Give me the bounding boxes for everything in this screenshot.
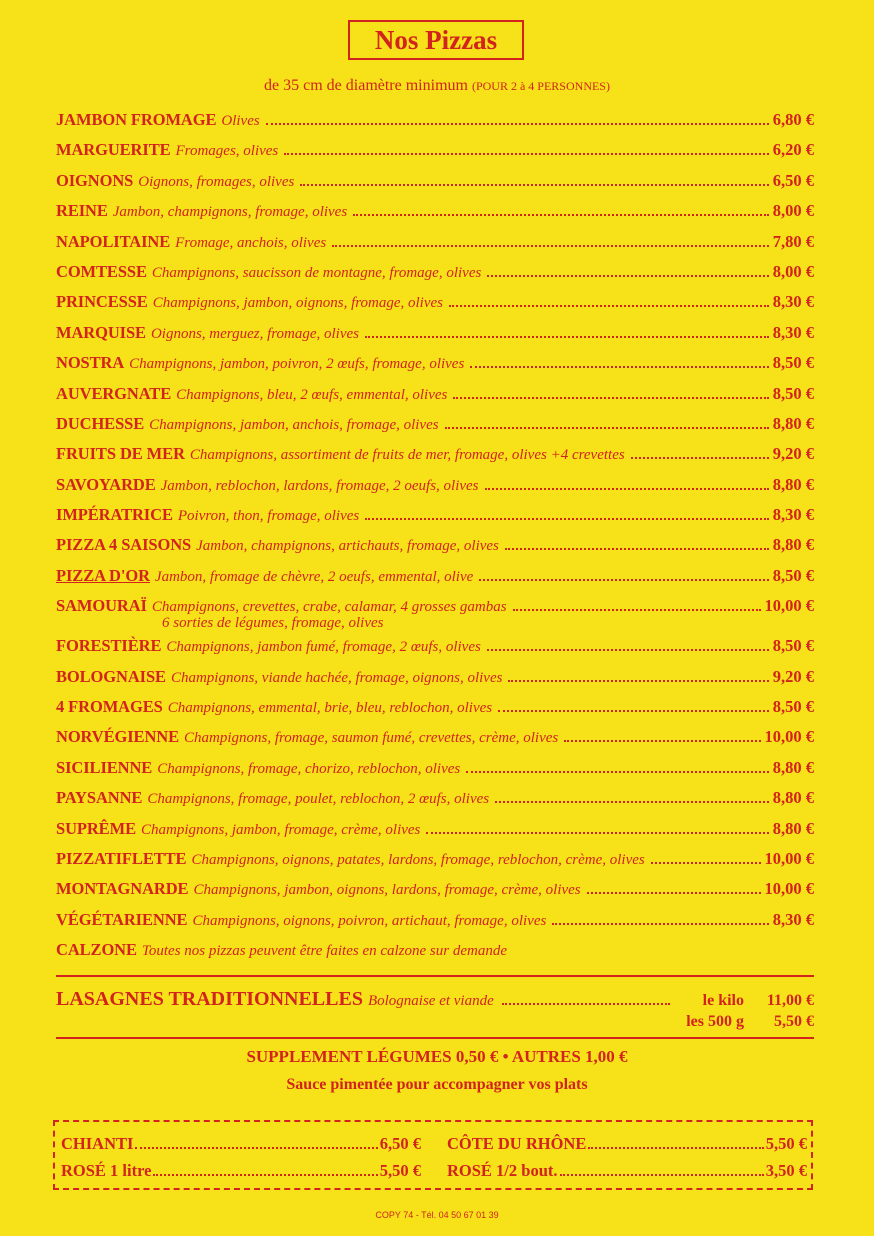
footer-printer-credit: COPY 74 - Tél. 04 50 67 01 39 <box>375 1210 499 1220</box>
lasagnes-section <box>56 988 814 1031</box>
pizza-name: SAMOURAÏ <box>56 596 147 616</box>
pizza-price: 10,00 € <box>764 848 814 868</box>
wine-item <box>447 1134 807 1161</box>
wine-name: CÔTE DU RHÔNE <box>447 1134 587 1153</box>
pizza-price: 8,50 € <box>772 697 814 717</box>
pizza-name: FRUITS DE MER <box>56 444 185 464</box>
dot-leader <box>284 153 768 155</box>
pizza-price: 8,50 € <box>772 353 814 373</box>
pizza-row <box>56 384 814 414</box>
pizza-row <box>56 414 814 444</box>
pizza-name: OIGNONS <box>56 170 134 190</box>
pizza-description: Champignons, jambon fumé, fromage, 2 œufs, olives <box>166 639 481 656</box>
wine-column-left <box>61 1134 421 1188</box>
dot-leader <box>365 336 769 338</box>
pizza-name: NAPOLITAINE <box>56 231 171 251</box>
pizza-name: SAVOYARDE <box>56 474 156 494</box>
subtitle-small: (POUR 2 à 4 PERSONNES) <box>471 79 610 93</box>
lasagnes-row-500g <box>56 1013 814 1031</box>
dot-leader <box>479 579 768 581</box>
pizza-description: Champignons, jambon, poivron, 2 œufs, fromage, olives <box>129 356 465 373</box>
dot-leader <box>498 710 769 712</box>
pizza-row <box>56 819 814 849</box>
dot-leader <box>135 1147 377 1149</box>
pizza-price: 6,50 € <box>772 170 814 190</box>
pizza-row <box>56 667 814 697</box>
wine-item <box>61 1161 421 1188</box>
pizza-description: Jambon, champignons, fromage, olives <box>112 204 348 221</box>
dot-leader <box>487 649 769 651</box>
pizza-price: 8,00 € <box>772 261 814 281</box>
pizza-price: 8,30 € <box>772 322 814 342</box>
pizza-name: SICILIENNE <box>56 757 153 777</box>
page-title: Nos Pizzas <box>348 20 524 60</box>
pizza-row <box>56 910 814 940</box>
wine-price: 5,50 € <box>379 1161 421 1180</box>
dot-leader <box>453 397 768 399</box>
pizza-description: Champignons, jambon, oignons, lardons, fromage, crème, olives <box>193 882 581 899</box>
pizza-row <box>56 110 814 140</box>
subtitle <box>0 77 874 95</box>
wine-price: 6,50 € <box>379 1134 421 1153</box>
pizza-row <box>56 788 814 818</box>
pizza-description: Oignons, merguez, fromage, olives <box>150 325 359 342</box>
wine-price: 3,50 € <box>765 1161 807 1180</box>
dot-leader <box>552 923 768 925</box>
pizza-name: VÉGÉTARIENNE <box>56 909 188 929</box>
pizza-name: PIZZATIFLETTE <box>56 848 187 868</box>
pizza-description: Jambon, fromage de chèvre, 2 oeufs, emmental, olive <box>154 568 474 585</box>
wine-price: 5,50 € <box>765 1134 807 1153</box>
dot-leader <box>300 184 768 186</box>
pizza-row <box>56 353 814 383</box>
lasagnes-unit-500g: les 500 g <box>686 1013 744 1030</box>
pizza-name: PAYSANNE <box>56 788 143 808</box>
pizza-name: MONTAGNARDE <box>56 879 189 899</box>
pizza-description: Champignons, jambon, fromage, crème, olives <box>140 821 421 838</box>
pizza-price: 8,80 € <box>772 474 814 494</box>
pizza-row <box>56 292 814 322</box>
pizza-price: 10,00 € <box>764 879 814 899</box>
dot-leader <box>631 457 769 459</box>
dot-leader <box>505 548 769 550</box>
pizza-name: SUPRÊME <box>56 818 136 838</box>
pizza-price: 8,80 € <box>772 535 814 555</box>
pizza-name: FORESTIÈRE <box>56 636 162 656</box>
pizza-row <box>56 758 814 788</box>
dot-leader <box>466 771 768 773</box>
pizza-row <box>56 697 814 727</box>
pizza-description: Champignons, crevettes, crabe, calamar, 4 grosses gambas <box>151 599 507 616</box>
divider-bottom <box>56 1037 814 1039</box>
pizza-description: Champignons, jambon, anchois, fromage, olives <box>149 416 439 433</box>
pizza-name: MARGUERITE <box>56 140 171 160</box>
pizza-row <box>56 232 814 262</box>
divider-top <box>56 975 814 977</box>
lasagnes-price-kilo: 11,00 € <box>766 992 814 1009</box>
pizza-price: 8,50 € <box>772 565 814 585</box>
pizza-name: AUVERGNATE <box>56 383 172 403</box>
dot-leader <box>487 275 768 277</box>
lasagnes-name: LASAGNES TRADITIONNELLES <box>56 988 363 1010</box>
pizza-menu-list <box>56 110 814 971</box>
pizza-description: Poivron, thon, fromage, olives <box>177 508 360 525</box>
wine-item <box>447 1161 807 1188</box>
dot-leader <box>587 892 761 894</box>
pizza-name: PIZZA 4 SAISONS <box>56 535 192 555</box>
pizza-description: Jambon, champignons, artichauts, fromage, olives <box>196 538 499 555</box>
dot-leader <box>502 1003 670 1005</box>
pizza-price: 9,20 € <box>772 444 814 464</box>
pizza-description: Oignons, fromages, olives <box>138 173 295 190</box>
pizza-description: Champignons, assortiment de fruits de mer, fromage, olives +4 crevettes <box>189 447 625 464</box>
wine-list-box <box>53 1120 813 1190</box>
dot-leader <box>495 801 769 803</box>
dot-leader <box>651 862 761 864</box>
pizza-price: 10,00 € <box>764 596 814 616</box>
pizza-name: CALZONE <box>56 940 137 960</box>
dot-leader <box>508 680 768 682</box>
pizza-name: IMPÉRATRICE <box>56 505 173 525</box>
pizza-name: JAMBON FROMAGE <box>56 110 217 129</box>
pizza-description: Champignons, fromage, saumon fumé, crevettes, crème, olives <box>184 730 559 747</box>
pizza-price: 10,00 € <box>764 727 814 747</box>
lasagnes-row-kilo <box>56 988 814 1011</box>
pizza-name: COMTESSE <box>56 261 147 281</box>
wine-name: ROSÉ 1/2 bout. <box>447 1161 558 1180</box>
wine-column-right <box>447 1134 807 1188</box>
pizza-row <box>56 323 814 353</box>
wine-name: ROSÉ 1 litre <box>61 1161 152 1180</box>
pizza-price: 6,80 € <box>772 110 814 129</box>
pizza-price: 8,50 € <box>772 383 814 403</box>
pizza-row <box>56 444 814 474</box>
dot-leader <box>513 609 761 611</box>
pizza-row <box>56 140 814 170</box>
dot-leader <box>449 305 769 307</box>
sauce-note: Sauce pimentée pour accompagner vos plats <box>286 1076 588 1093</box>
pizza-description: Jambon, reblochon, lardons, fromage, 2 oeufs, olives <box>160 477 479 494</box>
dot-leader <box>365 518 769 520</box>
dot-leader <box>560 1174 764 1176</box>
dot-leader <box>564 740 760 742</box>
wine-name: CHIANTI <box>61 1134 134 1153</box>
pizza-row <box>56 262 814 292</box>
pizza-description: Toutes nos pizzas peuvent être faites en calzone sur demande <box>141 943 508 960</box>
pizza-name: PIZZA D'OR <box>56 565 150 585</box>
pizza-name: MARQUISE <box>56 322 146 342</box>
pizza-description: Champignons, oignons, poivron, artichaut, fromage, olives <box>192 912 547 929</box>
pizza-price: 8,80 € <box>772 413 814 433</box>
pizza-name: DUCHESSE <box>56 413 145 433</box>
pizza-description: Champignons, saucisson de montagne, fromage, olives <box>151 264 482 281</box>
lasagnes-description: Bolognaise et viande <box>367 993 494 1009</box>
pizza-name: NORVÉGIENNE <box>56 727 180 747</box>
supplement-line: SUPPLEMENT LÉGUMES 0,50 € • AUTRES 1,00 € <box>246 1047 628 1066</box>
dot-leader <box>445 427 769 429</box>
pizza-price: 6,20 € <box>772 140 814 160</box>
pizza-description: Champignons, jambon, oignons, fromage, olives <box>152 295 443 312</box>
pizza-row <box>56 171 814 201</box>
dot-leader <box>153 1174 377 1176</box>
pizza-row <box>56 535 814 565</box>
dot-leader <box>485 488 769 490</box>
pizza-price: 8,50 € <box>772 636 814 656</box>
pizza-price: 7,80 € <box>772 231 814 251</box>
lasagnes-unit-kilo: le kilo <box>702 992 744 1009</box>
pizza-description: Fromages, olives <box>175 143 279 160</box>
pizza-name: 4 FROMAGES <box>56 697 163 717</box>
pizza-row <box>56 505 814 535</box>
pizza-price: 9,20 € <box>772 666 814 686</box>
pizza-description: Champignons, fromage, chorizo, reblochon, olives <box>157 760 461 777</box>
dot-leader <box>266 123 769 125</box>
lasagnes-price-500g: 5,50 € <box>774 1013 814 1030</box>
pizza-row <box>56 596 814 636</box>
pizza-description-continued: 6 sorties de légumes, fromage, olives <box>162 615 384 632</box>
pizza-name: PRINCESSE <box>56 292 148 312</box>
pizza-name: NOSTRA <box>56 353 125 373</box>
pizza-row <box>56 879 814 909</box>
pizza-description: Fromage, anchois, olives <box>175 234 327 251</box>
dot-leader <box>332 245 769 247</box>
pizza-price: 8,80 € <box>772 788 814 808</box>
pizza-description: Champignons, fromage, poulet, reblochon, 2 œufs, olives <box>147 791 490 808</box>
pizza-row <box>56 201 814 231</box>
pizza-name: BOLOGNAISE <box>56 666 166 686</box>
wine-item <box>61 1134 421 1161</box>
subtitle-main: de 35 cm de diamètre minimum <box>264 77 468 94</box>
pizza-price: 8,80 € <box>772 818 814 838</box>
pizza-description: Champignons, emmental, brie, bleu, reblochon, olives <box>167 700 493 717</box>
dot-leader <box>426 832 768 834</box>
pizza-price: 8,00 € <box>772 201 814 221</box>
pizza-price: 8,30 € <box>772 292 814 312</box>
pizza-description: Champignons, viande hachée, fromage, oignons, olives <box>170 669 503 686</box>
pizza-row <box>56 636 814 666</box>
dot-leader <box>470 366 768 368</box>
pizza-row <box>56 849 814 879</box>
dot-leader <box>588 1147 763 1149</box>
pizza-description: Champignons, oignons, patates, lardons, fromage, reblochon, crème, olives <box>191 851 645 868</box>
pizza-price: 8,80 € <box>772 757 814 777</box>
pizza-price: 8,30 € <box>772 909 814 929</box>
pizza-row <box>56 940 814 970</box>
pizza-description: Champignons, bleu, 2 œufs, emmental, olives <box>176 386 448 403</box>
pizza-description: Olives <box>221 113 260 129</box>
pizza-price: 8,30 € <box>772 505 814 525</box>
pizza-row <box>56 566 814 596</box>
pizza-row <box>56 727 814 757</box>
pizza-name: REINE <box>56 201 108 221</box>
dot-leader <box>353 214 769 216</box>
pizza-row <box>56 475 814 505</box>
